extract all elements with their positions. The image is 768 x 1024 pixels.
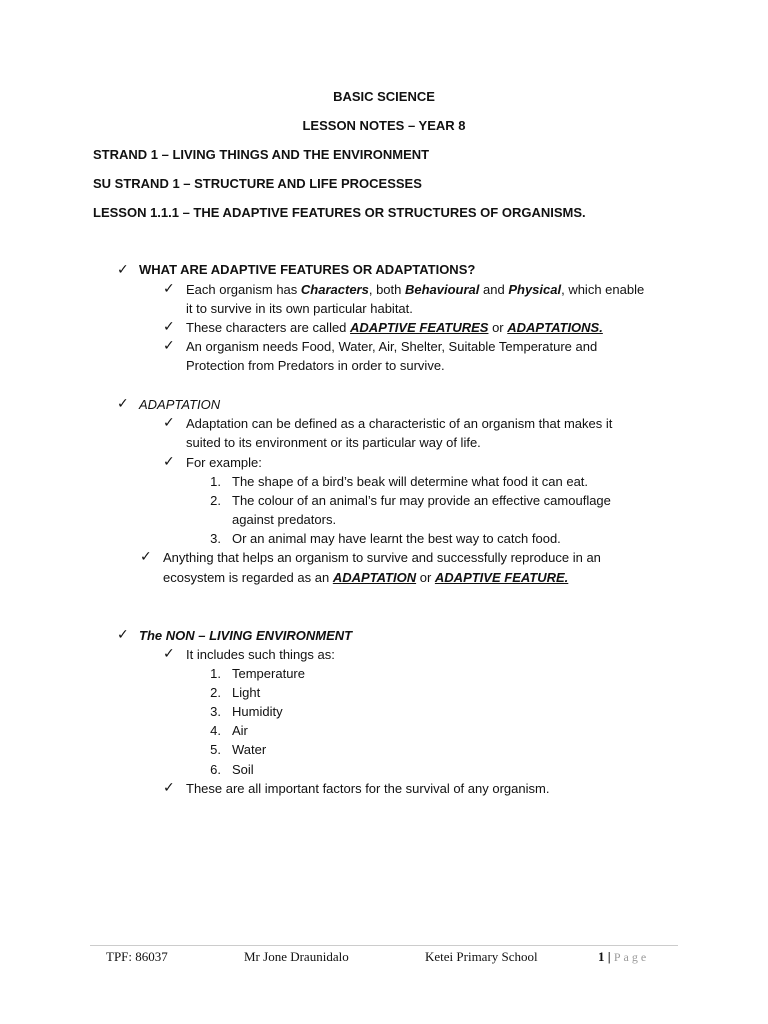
footer-teacher: Mr Jone Draunidalo xyxy=(244,949,349,964)
check-icon: ✓ xyxy=(163,318,175,334)
check-icon: ✓ xyxy=(163,645,175,661)
list-number: 5. xyxy=(210,742,221,757)
list-item: Water xyxy=(232,742,267,757)
bullet-anything-helps: Anything that helps an organism to survive and successfully reproduce in an xyxy=(163,550,601,565)
bullet-important-factors: These are all important factors for the survival of any organism. xyxy=(186,781,550,796)
bullet-characters-line2: it to survive in its own particular habitat. xyxy=(186,301,413,316)
bullet-characters: Each organism has Characters, both Behavioural and Physical, which enable xyxy=(186,282,645,297)
page-label: Page xyxy=(613,950,650,964)
check-icon: ✓ xyxy=(117,395,129,411)
footer-divider xyxy=(90,945,678,946)
strand-heading: STRAND 1 – LIVING THINGS AND THE ENVIRONMENT xyxy=(93,147,430,162)
example-number: 1. xyxy=(210,474,221,489)
bullet-for-example: For example: xyxy=(186,455,262,470)
bullet-adaptation-definition-line2: suited to its environment or its particular way of life. xyxy=(186,435,481,450)
example-item: The colour of an animal’s fur may provide an effective camouflage xyxy=(232,493,611,508)
example-number: 2. xyxy=(210,493,221,508)
list-number: 4. xyxy=(210,723,221,738)
list-number: 3. xyxy=(210,704,221,719)
example-number: 3. xyxy=(210,531,221,546)
footer-school: Ketei Primary School xyxy=(425,949,538,964)
example-item: The shape of a bird’s beak will determine what food it can eat. xyxy=(232,474,589,489)
list-number: 6. xyxy=(210,762,221,777)
list-number: 2. xyxy=(210,685,221,700)
list-item: Air xyxy=(232,723,248,738)
page-number: 1 xyxy=(598,949,605,964)
bullet-adaptation-definition: Adaptation can be defined as a characteristic of an organism that makes it xyxy=(186,416,613,431)
bullet-organism-needs: An organism needs Food, Water, Air, Shelter, Suitable Temperature and xyxy=(186,339,598,354)
check-icon: ✓ xyxy=(163,414,175,430)
list-number: 1. xyxy=(210,666,221,681)
footer-tpf: TPF: 86037 xyxy=(106,949,168,964)
section-heading-adaptation: ADAPTATION xyxy=(139,397,221,412)
lesson-heading: LESSON 1.1.1 – THE ADAPTIVE FEATURES OR STRUCTURES OF ORGANISMS. xyxy=(93,205,586,220)
page-separator: | xyxy=(607,949,611,964)
example-item-line2: against predators. xyxy=(232,512,337,527)
check-icon: ✓ xyxy=(163,779,175,795)
list-item: Temperature xyxy=(232,666,305,681)
sub-strand-heading: SU STRAND 1 – STRUCTURE AND LIFE PROCESSES xyxy=(93,176,422,191)
section-heading-non-living: The NON – LIVING ENVIRONMENT xyxy=(139,628,353,643)
bullet-includes: It includes such things as: xyxy=(186,647,335,662)
example-item: Or an animal may have learnt the best way to catch food. xyxy=(232,531,561,546)
check-icon: ✓ xyxy=(140,548,152,564)
check-icon: ✓ xyxy=(163,453,175,469)
section-heading-adaptive-features: WHAT ARE ADAPTIVE FEATURES OR ADAPTATIONS? xyxy=(139,262,476,277)
list-item: Light xyxy=(232,685,261,700)
list-item: Soil xyxy=(232,762,254,777)
check-icon: ✓ xyxy=(163,337,175,353)
bullet-anything-helps-line2: ecosystem is regarded as an ADAPTATION or ADAPTIVE FEATURE. xyxy=(163,570,569,585)
check-icon: ✓ xyxy=(117,261,129,277)
bullet-organism-needs-line2: Protection from Predators in order to survive. xyxy=(186,358,445,373)
document-subtitle: LESSON NOTES – YEAR 8 xyxy=(302,118,466,133)
check-icon: ✓ xyxy=(163,280,175,296)
document-title: BASIC SCIENCE xyxy=(333,89,435,104)
bullet-adaptive-features: These characters are called ADAPTIVE FEATURES or ADAPTATIONS. xyxy=(186,320,603,335)
footer-page-indicator xyxy=(598,949,649,965)
check-icon: ✓ xyxy=(117,626,129,642)
list-item: Humidity xyxy=(232,704,283,719)
